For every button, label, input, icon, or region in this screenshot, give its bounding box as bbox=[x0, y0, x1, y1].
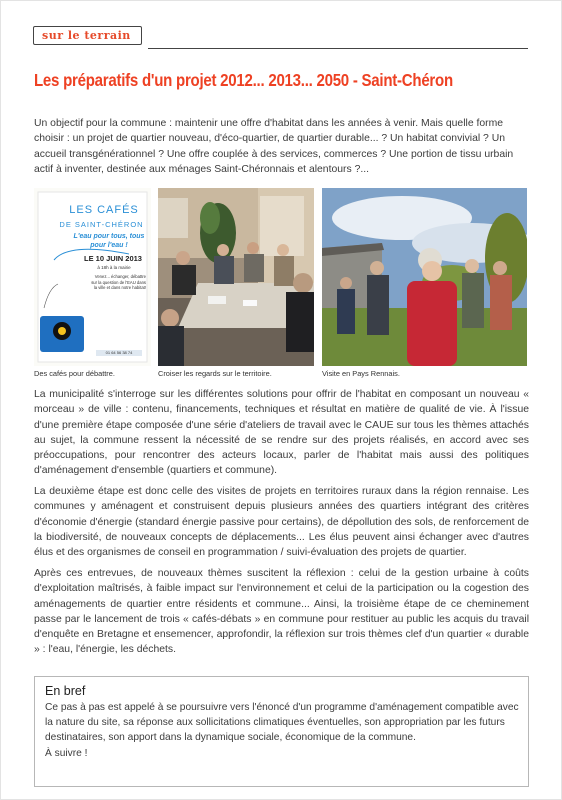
body-paragraph-2: La deuxième étape est donc celle des visites de projets en territoires ruraux dans la région rennaise. Les communes y aménagent et construisent depuis plusieurs années des quartiers intégrant des critères d'économie d'énergie (standard énergie passive pour certains), de dépollution des sols, de renforcement de la biodiversité, de nouveaux concepts de déplacements... Les élus peuvent ainsi échanger avec d'autres élus et des organismes de conseil en programmation / suivi-évaluation des projets de quartier. bbox=[34, 486, 529, 559]
body-paragraph-3: Après ces entrevues, de nouveaux thèmes suscitent la réflexion : celui de la gestion urbaine à coûts d'exploitation maîtrisés, à faible impact sur l'environnement et celui de la participation ou la cogestion des aménagements de quartier entre résidents et commune... Ainsi, la troisième étape de ce cheminement passe par le lancement de trois « cafés-débats » en commune pour restituer au public les acquis du travail d'enquête en Bretagne et ensemencer, approfondir, la réflexion sur trois thèmes clef d'un quartier « durable » : l'eau, l'énergie, les déchets. bbox=[34, 568, 529, 656]
poster-phone: 01 64 56 38 74 bbox=[105, 350, 133, 355]
poster-image bbox=[34, 188, 151, 366]
poster-time: à 18h à la mairie bbox=[97, 265, 131, 270]
section-tag: sur le terrain bbox=[33, 26, 142, 45]
en-bref-box bbox=[34, 676, 529, 787]
caption-photo3: Visite en Pays Rennais. bbox=[322, 369, 400, 378]
poster-tagline: L'eau pour tous, tous pour l'eau ! bbox=[73, 233, 145, 249]
en-bref-closing: À suivre ! bbox=[45, 747, 88, 759]
poster-line2: DE SAINT-CHÉRON bbox=[59, 220, 144, 229]
meeting-photo bbox=[158, 188, 314, 366]
caption-photo1: Des cafés pour débattre. bbox=[34, 369, 115, 378]
poster-body: Venez... échanger, débattre sur la question de l'EAU dans la ville et dans notre habitat! bbox=[91, 274, 146, 290]
poster-line1: LES CAFÉS bbox=[69, 204, 139, 216]
visit-photo bbox=[322, 188, 527, 366]
body-paragraph-1: La municipalité s'interroge sur les différentes solutions pour offrir de l'habitat en composant un nouveau « morceau » de ville : contenu, financements, techniques et résultat en matière de qualité de vie. À l'issue d'une première étape composée d'une série d'ateliers de travail avec le CAUE sur tous les thèmes attachés au sujet, la commune ressent la nécessité de se rendre sur des projets réalisés, en accord avec ses préoccupations, pour rencontrer des acteurs locaux, parler de l'habitat mais aussi des politiques d'aménagement d'ensemble (quartiers et commune). bbox=[34, 389, 529, 477]
page-title: Les préparatifs d'un projet 2012... 2013... 2050 - Saint-Chéron bbox=[34, 70, 453, 90]
en-bref-body: Ce pas à pas est appelé à se poursuivre vers l'énoncé d'un programme d'aménagement compatible avec la nature du site, sa réponse aux sollicitations climatiques éventuelles, son appropriation par les futurs destinataires, son apport dans la dynamique sociale, économique de la commune. bbox=[45, 702, 519, 744]
poster-date: LE 10 JUIN 2013 bbox=[84, 254, 142, 263]
en-bref-title: En bref bbox=[45, 684, 86, 698]
caption-photo2: Croiser les regards sur le territoire. bbox=[158, 369, 272, 378]
intro-paragraph: Un objectif pour la commune : maintenir une offre d'habitat dans les années à venir. Mais quelle forme choisir : un projet de quartier nouveau, d'éco-quartier, de quartier durable... ? Un habitat convivial ? Un accueil transgénérationnel ? Une offre couplée à des services, commerces ? Une portion de tissu urbain actif à inventer, destinée aux ménages Saint-Chéronnais et alentours ?... bbox=[34, 118, 514, 175]
en-bref-text bbox=[45, 700, 520, 761]
tag-rule bbox=[148, 48, 528, 49]
